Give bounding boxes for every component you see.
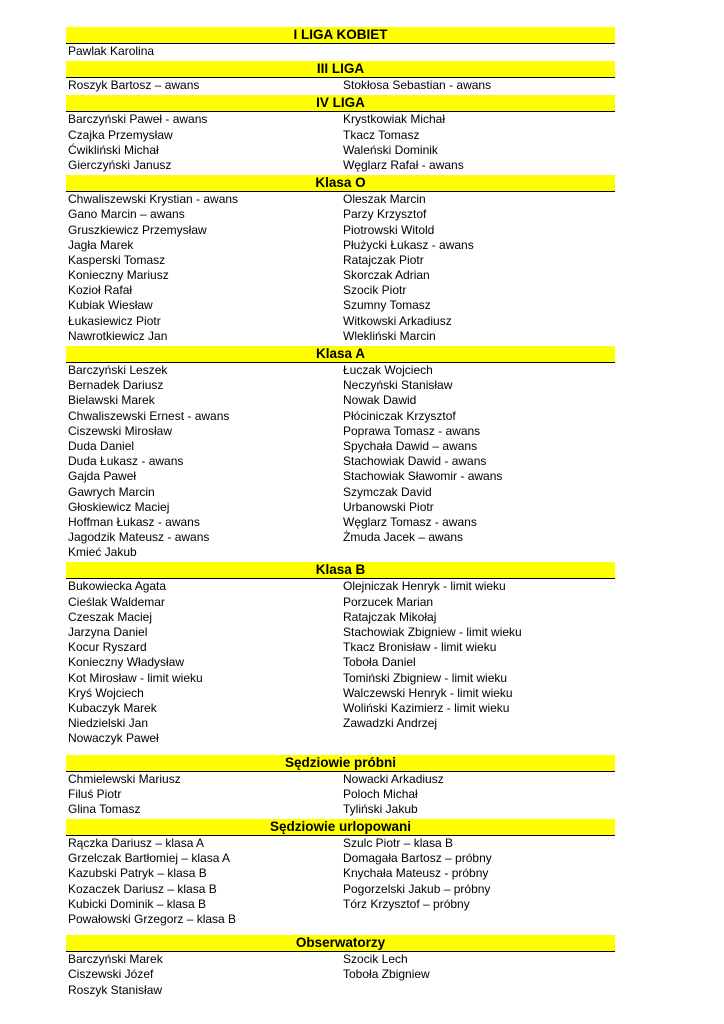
name-left: Gano Marcin – awans [68, 207, 185, 222]
name-row [66, 579, 615, 594]
section-header: Klasa B [66, 562, 615, 578]
name-right: Spychała Dawid – awans [343, 438, 478, 453]
name-row [66, 802, 615, 817]
name-row [66, 378, 615, 393]
name-left: Kozioł Rafał [68, 283, 133, 298]
name-right: Szulc Piotr – klasa B [343, 836, 454, 851]
name-right: Toboła Zbigniew [343, 967, 430, 982]
name-left: Jagła Marek [68, 237, 134, 252]
name-row [66, 515, 615, 530]
referee-list-document [66, 27, 615, 998]
name-row [66, 983, 615, 998]
name-right: Poloch Michał [343, 786, 418, 801]
name-row [66, 952, 615, 967]
name-row [66, 866, 615, 881]
name-left: Nawrotkiewicz Jan [68, 328, 168, 343]
name-right: Olejniczak Henryk - limit wieku [343, 579, 506, 594]
name-left: Czeszak Maciej [68, 609, 153, 624]
name-row [66, 686, 615, 701]
name-right: Szumny Tomasz [343, 298, 431, 313]
name-right: Poprawa Tomasz - awans [343, 423, 481, 438]
name-left: Bielawski Marek [68, 393, 155, 408]
section [66, 175, 615, 344]
name-row [66, 44, 615, 59]
name-right: Waleński Dominik [343, 142, 438, 157]
name-row [66, 158, 615, 173]
name-row [66, 192, 615, 207]
name-row [66, 78, 615, 93]
section [66, 346, 615, 560]
name-right: Tomiński Zbigniew - limit wieku [343, 670, 508, 685]
name-right: Porzucek Marian [343, 594, 434, 609]
name-left: Konieczny Władysław [68, 655, 185, 670]
name-row [66, 610, 615, 625]
name-right: Szocik Piotr [343, 283, 407, 298]
name-row [66, 640, 615, 655]
section-header: Sędziowie urlopowani [66, 819, 615, 835]
name-left: Kot Mirosław - limit wieku [68, 670, 203, 685]
name-left: Barczyński Leszek [68, 363, 168, 377]
section [66, 562, 615, 746]
name-row [66, 882, 615, 897]
name-left: Duda Łukasz - awans [68, 454, 184, 469]
name-row [66, 439, 615, 454]
name-left: Kocur Ryszard [68, 640, 147, 655]
name-row [66, 329, 615, 344]
name-right: Woliński Kazimierz - limit wieku [343, 700, 510, 715]
name-right: Płużycki Łukasz - awans [343, 237, 474, 252]
name-right: Płóciniczak Krzysztof [343, 408, 456, 423]
section [66, 27, 615, 59]
name-left: Ciszewski Mirosław [68, 423, 173, 438]
name-right [343, 912, 615, 927]
name-left: Barczyński Paweł - awans [68, 112, 208, 127]
section-gap [66, 927, 615, 935]
name-left: Jarzyna Daniel [68, 625, 148, 639]
name-right: Stachowiak Dawid - awans [343, 454, 487, 469]
name-row [66, 485, 615, 500]
section-rows [66, 111, 615, 173]
name-row [66, 731, 615, 746]
name-left: Łukasiewicz Piotr [68, 313, 161, 328]
name-row [66, 545, 615, 560]
name-right: Węglarz Tomasz - awans [343, 514, 477, 529]
name-left: Niedzielski Jan [68, 716, 149, 731]
name-right: Domagała Bartosz – próbny [343, 851, 492, 866]
name-left: Chwaliszewski Krystian - awans [68, 192, 239, 207]
name-right: Stachowiak Sławomir - awans [343, 469, 503, 484]
section [66, 95, 615, 173]
name-row [66, 393, 615, 408]
name-row [66, 424, 615, 439]
name-right: Krystkowiak Michał [343, 112, 446, 127]
name-right: Żmuda Jacek – awans [343, 530, 464, 545]
name-left: Nowaczyk Paweł [68, 731, 159, 746]
section [66, 935, 615, 998]
name-right: Tkacz Bronisław - limit wieku [343, 640, 497, 655]
name-right: Ratajczak Piotr [343, 252, 424, 267]
section-header: III LIGA [66, 61, 615, 77]
name-left: Glina Tomasz [68, 801, 141, 816]
name-left: Gierczyński Janusz [68, 157, 172, 172]
name-right: Nowacki Arkadiusz [343, 771, 444, 786]
name-row [66, 500, 615, 515]
name-left: Ciszewski Józef [68, 967, 154, 982]
name-row [66, 701, 615, 716]
name-left: Kubiak Wiesław [68, 298, 153, 313]
name-row [66, 409, 615, 424]
name-row [66, 655, 615, 670]
name-left: Powałowski Grzegorz – klasa B [68, 912, 237, 926]
name-left: Gajda Paweł [68, 469, 137, 484]
name-row [66, 253, 615, 268]
name-right: Nowak Dawid [343, 393, 417, 408]
name-left: Kmieć Jakub [68, 545, 137, 560]
name-row [66, 454, 615, 469]
name-row [66, 595, 615, 610]
name-right: Tyliński Jakub [343, 801, 418, 816]
name-right: Witkowski Arkadiusz [343, 313, 452, 328]
name-row [66, 625, 615, 640]
section-rows [66, 951, 615, 998]
name-left: Pawlak Karolina [68, 44, 155, 58]
name-row [66, 772, 615, 787]
name-left: Grzelczak Bartłomiej – klasa A [68, 851, 231, 866]
name-left: Chwaliszewski Ernest - awans [68, 408, 230, 423]
section-header: Sędziowie próbni [66, 755, 615, 771]
name-left: Hoffman Łukasz - awans [68, 514, 200, 529]
name-right: Skorczak Adrian [343, 268, 430, 283]
name-right: Stokłosa Sebastian - awans [343, 78, 492, 93]
name-row [66, 283, 615, 298]
section-header: IV LIGA [66, 95, 615, 111]
name-row [66, 716, 615, 731]
name-row [66, 238, 615, 253]
section [66, 61, 615, 93]
name-left: Kasperski Tomasz [68, 252, 166, 267]
name-left: Czajka Przemysław [68, 127, 173, 142]
name-row [66, 223, 615, 238]
name-left: Konieczny Mariusz [68, 268, 169, 283]
name-left: Głoskiewicz Maciej [68, 499, 170, 514]
name-row [66, 967, 615, 982]
section [66, 819, 615, 927]
section-header: Klasa A [66, 346, 615, 362]
name-row [66, 314, 615, 329]
name-right: Pogorzelski Jakub – próbny [343, 881, 491, 896]
section-rows [66, 771, 615, 818]
name-right: Neczyński Stanisław [343, 378, 453, 393]
name-row [66, 128, 615, 143]
section-rows [66, 43, 615, 59]
name-left: Bernadek Dariusz [68, 378, 164, 393]
name-left: Kubaczyk Marek [68, 700, 157, 715]
name-right [343, 983, 615, 998]
name-right: Szymczak David [343, 484, 432, 499]
name-right: Ratajczak Mikołaj [343, 609, 437, 624]
name-right: Oleszak Marcin [343, 192, 426, 207]
section-rows [66, 835, 615, 927]
section-header: Obserwatorzy [66, 935, 615, 951]
name-left: Ćwikliński Michał [68, 142, 159, 157]
name-left: Bukowiecka Agata [68, 579, 167, 594]
name-left: Duda Daniel [68, 438, 135, 453]
name-right: Tkacz Tomasz [343, 127, 420, 142]
name-row [66, 207, 615, 222]
name-left: Chmielewski Mariusz [68, 771, 181, 786]
name-right: Piotrowski Witold [343, 222, 435, 237]
name-row [66, 787, 615, 802]
name-right: Urbanowski Piotr [343, 499, 434, 514]
section-rows [66, 362, 615, 560]
name-right: Parzy Krzysztof [343, 207, 427, 222]
name-right [343, 44, 615, 59]
name-right: Zawadzki Andrzej [343, 716, 438, 731]
name-row [66, 671, 615, 686]
section-rows [66, 77, 615, 93]
name-row [66, 268, 615, 283]
name-row [66, 897, 615, 912]
name-right [343, 545, 615, 560]
name-right: Łuczak Wojciech [343, 363, 433, 377]
name-right: Toboła Daniel [343, 655, 416, 670]
section-rows [66, 191, 615, 344]
name-right: Walczewski Henryk - limit wieku [343, 685, 513, 700]
name-left: Kryś Wojciech [68, 685, 144, 700]
name-left: Filuś Piotr [68, 786, 122, 801]
name-right: Stachowiak Zbigniew - limit wieku [343, 625, 522, 639]
name-left: Kozaczek Dariusz – klasa B [68, 881, 217, 896]
name-left: Jagodzik Mateusz - awans [68, 530, 210, 545]
name-row [66, 530, 615, 545]
name-right: Szocik Lech [343, 952, 408, 967]
name-right: Knychała Mateusz - próbny [343, 866, 489, 881]
name-left: Roszyk Bartosz – awans [68, 78, 200, 93]
name-row [66, 363, 615, 378]
name-left: Barczyński Marek [68, 952, 163, 967]
name-row [66, 143, 615, 158]
name-left: Gruszkiewicz Przemysław [68, 222, 207, 237]
name-right [343, 731, 615, 746]
section-gap [66, 747, 615, 755]
name-row [66, 851, 615, 866]
name-left: Roszyk Stanisław [68, 982, 163, 997]
name-row [66, 298, 615, 313]
section-rows [66, 578, 615, 746]
name-right: Wlekliński Marcin [343, 328, 436, 343]
section-header: Klasa O [66, 175, 615, 191]
name-left: Rączka Dariusz – klasa A [68, 836, 205, 851]
section [66, 755, 615, 818]
name-right: Węglarz Rafał - awans [343, 157, 464, 172]
section-header: I LIGA KOBIET [66, 27, 615, 43]
name-left: Gawrych Marcin [68, 484, 155, 499]
name-row [66, 836, 615, 851]
name-left: Cieślak Waldemar [68, 594, 165, 609]
name-row [66, 912, 615, 927]
name-row [66, 469, 615, 484]
name-left: Kubicki Dominik – klasa B [68, 896, 207, 911]
name-row [66, 112, 615, 127]
name-right: Tórz Krzysztof – próbny [343, 896, 470, 911]
name-left: Kazubski Patryk – klasa B [68, 866, 207, 881]
